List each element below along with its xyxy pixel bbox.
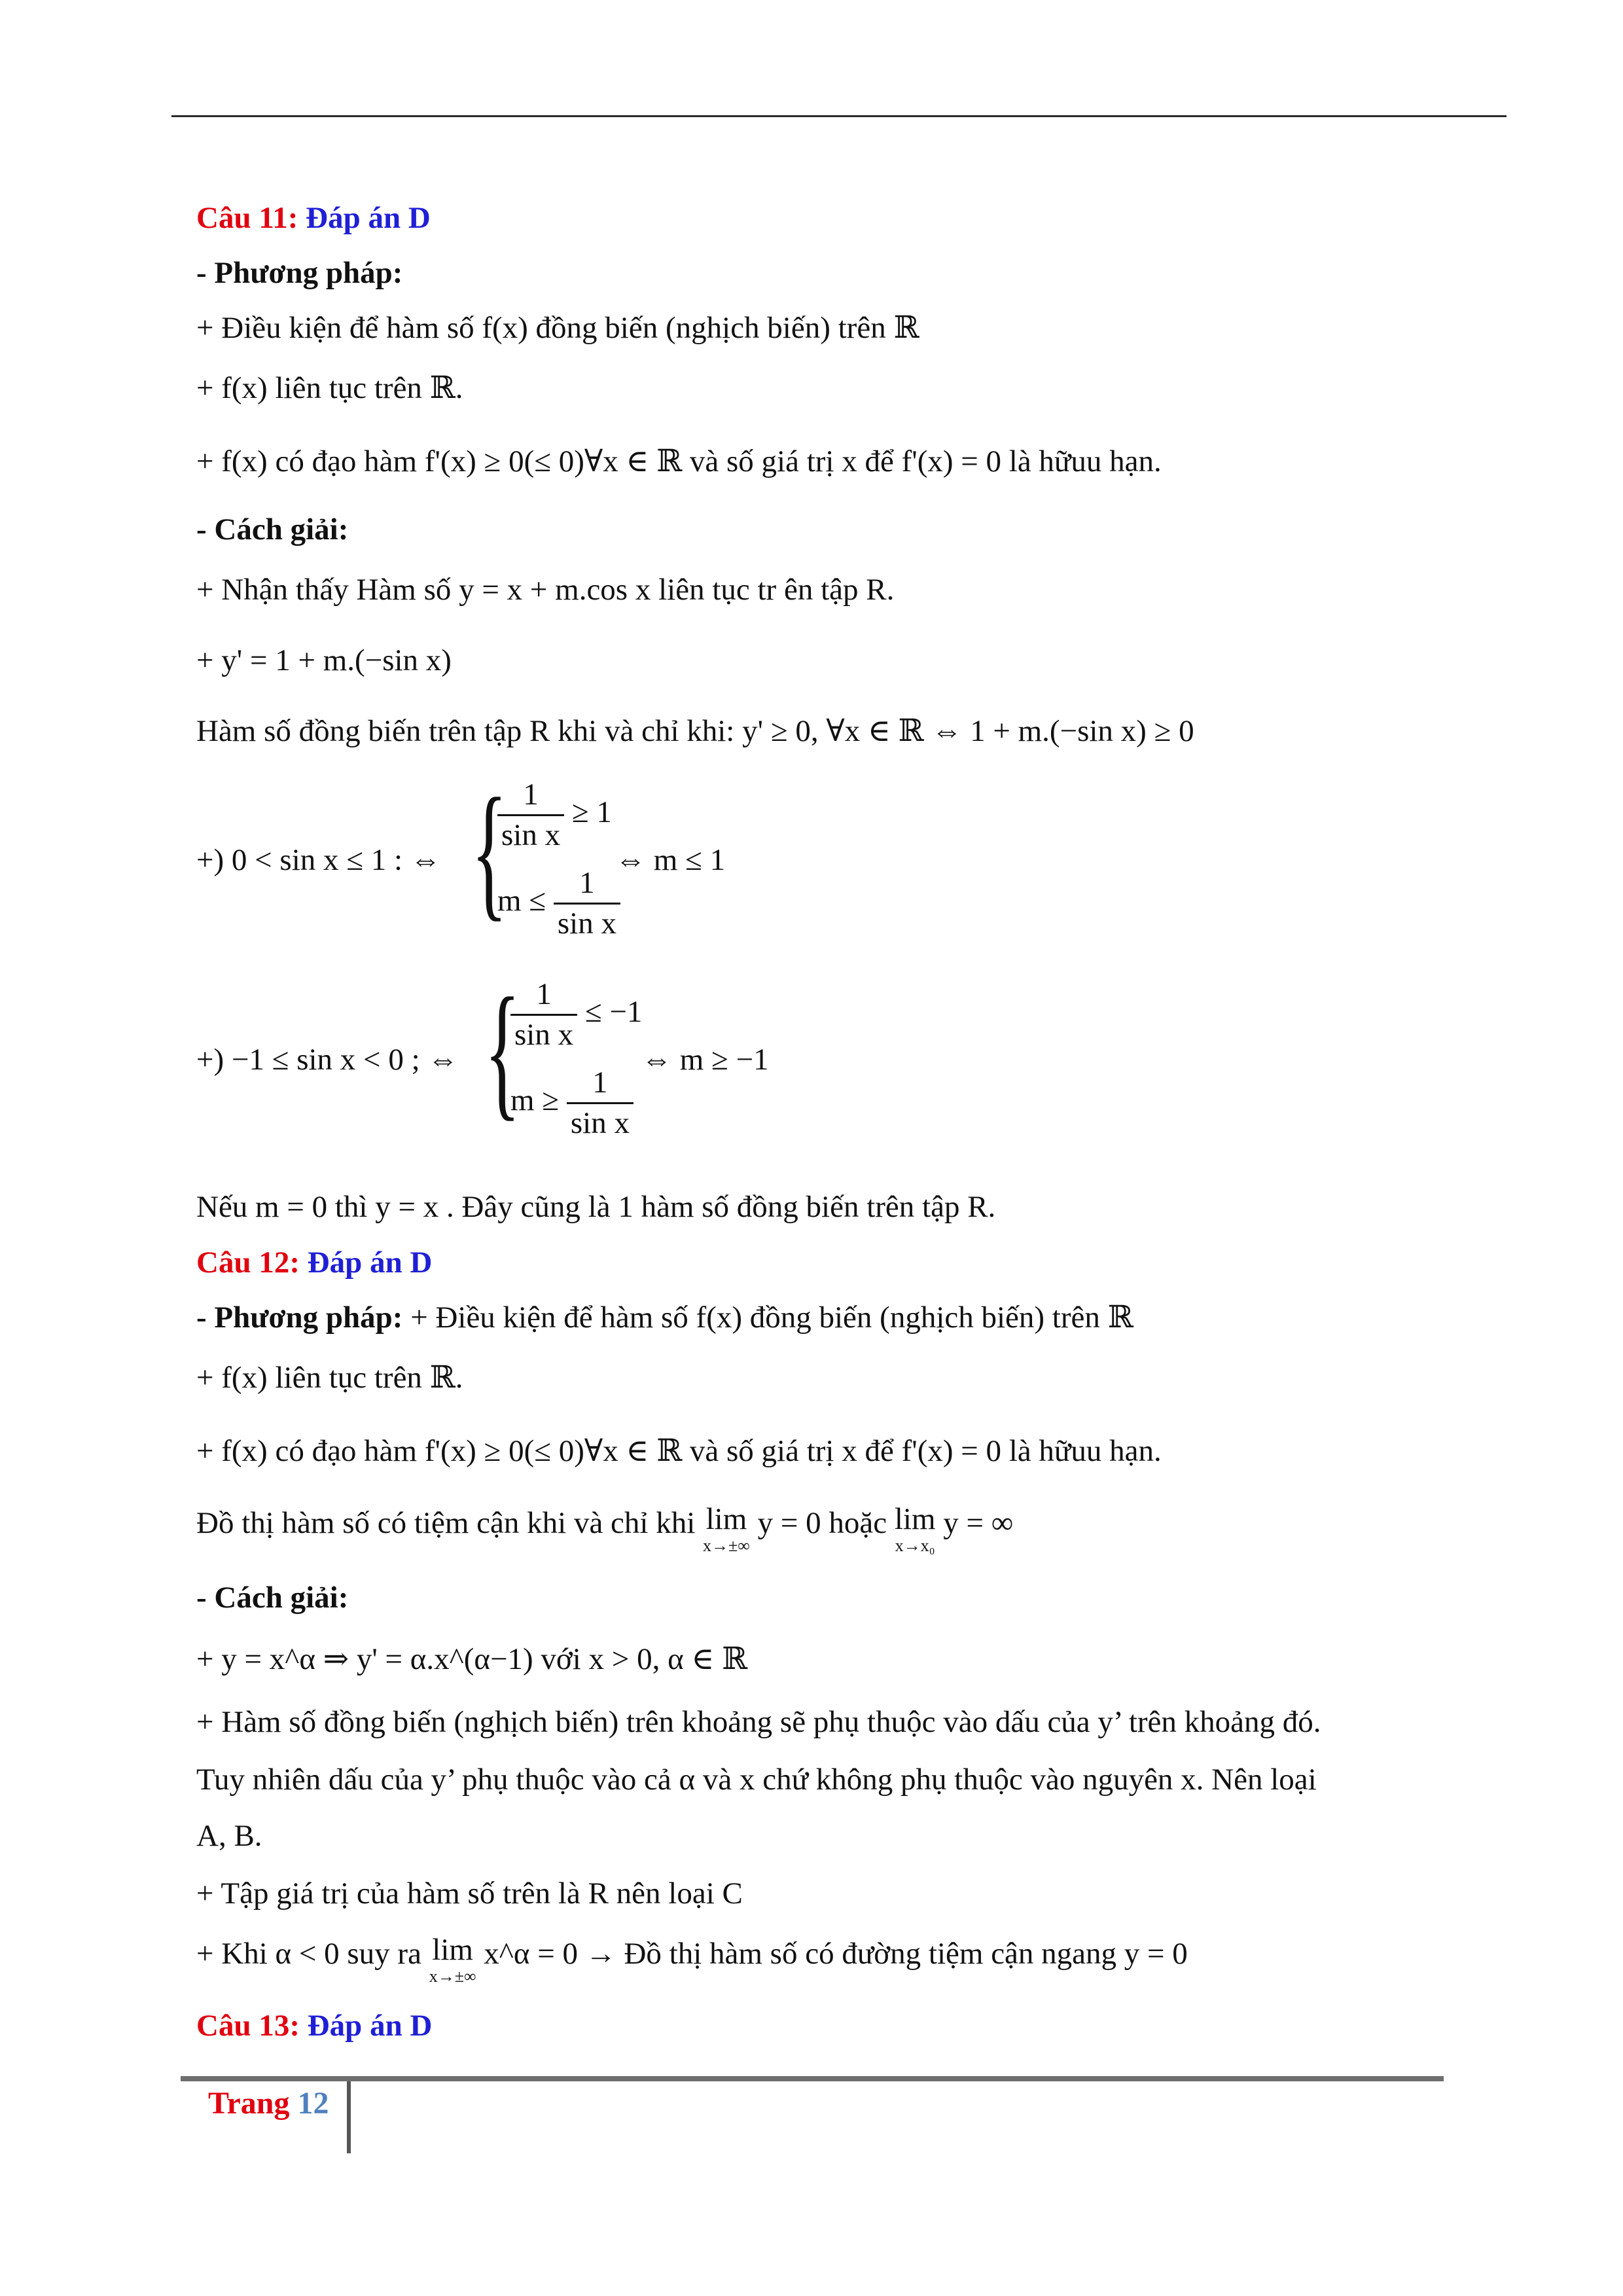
- fraction-denominator: sin x: [501, 817, 561, 852]
- page-number: 12: [297, 2086, 329, 2121]
- fraction-numerator: 1: [497, 776, 564, 816]
- q11-case-1-row-2-left: m ≤: [497, 884, 546, 918]
- q11-solution-label: - Cách giải:: [196, 512, 349, 547]
- q11-case-2-row-1: [510, 975, 642, 1054]
- limit-subscript: x→x₀: [895, 1536, 935, 1555]
- q12-heading: [196, 1244, 432, 1282]
- q11-case-2-prefix: +) −1 ≤ sin x < 0 ; ⇔: [196, 1043, 459, 1077]
- q11-solution-line-1: + Nhận thấy Hàm số y = x + m.cos x liên tục tr ên tập R.: [196, 573, 895, 607]
- q11-heading: [196, 199, 431, 238]
- fraction-numerator: 1: [554, 864, 620, 905]
- q12-answer: Đáp án D: [307, 1246, 433, 1280]
- q11-case-1-result: ⇔ m ≤ 1: [615, 843, 726, 877]
- q11-case-2-row-2: [510, 1064, 633, 1143]
- q11-case-1-system: [471, 767, 616, 952]
- q12-method-line-3: + f(x) có đạo hàm f'(x) ≥ 0(≤ 0)∀x ∈ ℝ và số giá trị x để f'(x) = 0 là hữuu hạn.: [196, 1434, 1162, 1468]
- footer-rule: [181, 2076, 1444, 2081]
- q12-solution-line-6-a: + Khi α < 0 suy ra: [196, 1937, 421, 1971]
- q11-solution-line-2: + y' = 1 + m.(−sin x): [196, 643, 452, 677]
- fraction-denominator: sin x: [557, 906, 616, 941]
- q12-number: Câu 12:: [196, 1246, 300, 1280]
- q11-case-1-row-2: [497, 864, 620, 943]
- page-footer: [208, 2085, 329, 2121]
- q11-method-line-1: + Điều kiện để hàm số f(x) đồng biến (nghịch biến) trên ℝ: [196, 311, 919, 345]
- q11-case-2-row-1-rel: ≤ −1: [584, 995, 643, 1030]
- q12-solution-line-6: [196, 1935, 1188, 1985]
- q12-method-line-4-c: y = ∞: [943, 1506, 1014, 1540]
- q11-case-1-prefix: +) 0 < sin x ≤ 1 : ⇔: [196, 843, 441, 877]
- left-brace-icon: {: [484, 967, 521, 1134]
- q12-solution-line-2: + Hàm số đồng biến (nghịch biến) trên khoảng sẽ phụ thuộc vào dấu của y’ trên khoảng đó.: [196, 1705, 1321, 1739]
- fraction: [510, 975, 577, 1054]
- q11-case-2-system: [484, 967, 643, 1152]
- limit-word: lim: [894, 1502, 936, 1536]
- limit-2: [895, 1504, 936, 1554]
- limit-subscript: x→±∞: [703, 1536, 750, 1555]
- q13-answer: Đáp án D: [307, 2009, 433, 2043]
- q12-method-line-2: + f(x) liên tục trên ℝ.: [196, 1361, 463, 1395]
- q12-solution-line-4: A, B.: [196, 1819, 262, 1853]
- fraction: [554, 864, 620, 943]
- q13-heading: [196, 2007, 432, 2045]
- q11-method-line-2: + f(x) liên tục trên ℝ.: [196, 371, 463, 405]
- left-brace-icon: {: [471, 767, 508, 934]
- q11-solution-end: Nếu m = 0 thì y = x . Đây cũng là 1 hàm số đồng biến trên tập R.: [196, 1190, 996, 1224]
- q12-method-line-1-text: + Điều kiện để hàm số f(x) đồng biến (nghịch biến) trên ℝ: [402, 1300, 1133, 1335]
- q12-solution-line-1: + y = x^α ⇒ y' = α.x^(α−1) với x > 0, α ∈ ℝ: [196, 1642, 748, 1676]
- q12-method-line-1: [196, 1299, 1133, 1337]
- limit-subscript: x→±∞: [429, 1967, 476, 1986]
- footer-label: Trang: [208, 2086, 290, 2121]
- fraction-numerator: 1: [510, 975, 577, 1016]
- q12-solution-line-3: Tuy nhiên dấu của y’ phụ thuộc vào cả α và x chứ không phụ thuộc vào nguyên x. Nên loại: [196, 1763, 1317, 1797]
- fraction: [497, 776, 564, 855]
- header-rule: [171, 115, 1507, 117]
- limit-1: [703, 1504, 750, 1554]
- limit-word: lim: [432, 1933, 473, 1967]
- q11-number: Câu 11:: [196, 201, 298, 235]
- q13-number: Câu 13:: [196, 2009, 300, 2043]
- q12-solution-label: - Cách giải:: [196, 1581, 349, 1615]
- q11-answer: Đáp án D: [306, 201, 431, 235]
- q12-solution-line-6-b: x^α = 0 → Đồ thị hàm số có đường tiệm cận ngang y = 0: [484, 1937, 1188, 1971]
- q11-case-1-row-1-rel: ≥ 1: [571, 795, 612, 830]
- q11-method-line-3: + f(x) có đạo hàm f'(x) ≥ 0(≤ 0)∀x ∈ ℝ và số giá trị x để f'(x) = 0 là hữuu hạn.: [196, 444, 1162, 478]
- q11-case-1-row-1: [497, 776, 612, 855]
- q12-method-label: - Phương pháp:: [196, 1300, 403, 1335]
- fraction-denominator: sin x: [514, 1017, 574, 1052]
- q12-method-line-4-b: y = 0 hoặc: [757, 1506, 887, 1540]
- q12-solution-line-5: + Tập giá trị của hàm số trên là R nên loại C: [196, 1876, 743, 1910]
- q11-case-2-row-2-left: m ≥: [510, 1083, 560, 1118]
- q12-method-line-4-a: Đồ thị hàm số có tiệm cận khi và chỉ khi: [196, 1506, 696, 1540]
- q11-solution-line-3: Hàm số đồng biến trên tập R khi và chỉ khi: y' ≥ 0, ∀x ∈ ℝ ⇔ 1 + m.(−sin x) ≥ 0: [196, 714, 1194, 748]
- limit-word: lim: [705, 1502, 747, 1536]
- limit-3: [429, 1935, 476, 1985]
- fraction-denominator: sin x: [570, 1105, 630, 1140]
- fraction-numerator: 1: [567, 1064, 633, 1104]
- fraction: [567, 1064, 633, 1143]
- q11-method-label: - Phương pháp:: [196, 256, 403, 290]
- q11-case-2-result: ⇔ m ≥ −1: [641, 1043, 769, 1077]
- footer-divider: [347, 2081, 351, 2153]
- q12-method-line-4: [196, 1504, 1013, 1554]
